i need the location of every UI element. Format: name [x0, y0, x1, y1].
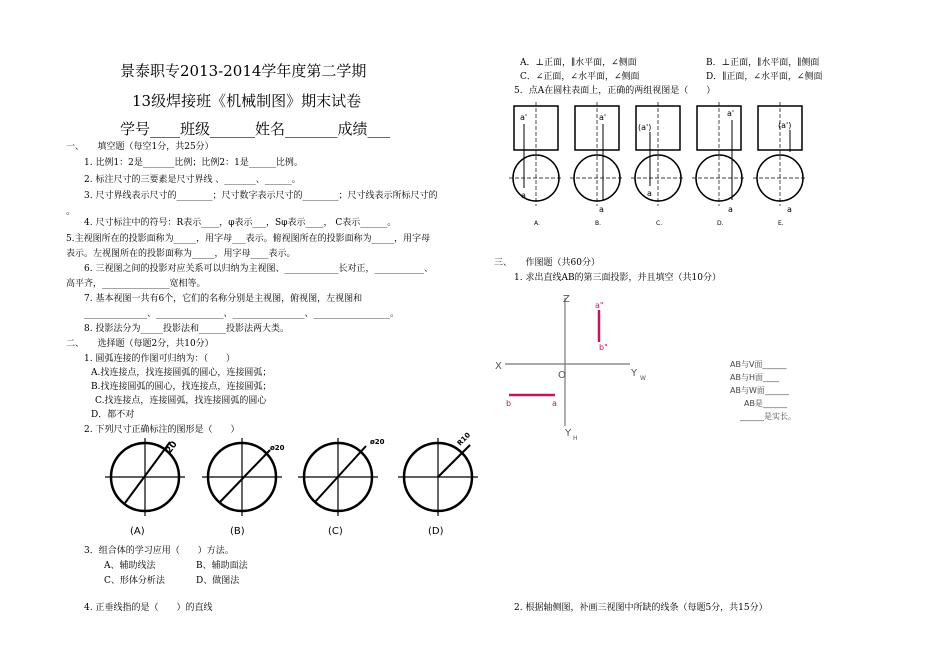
q5-bottom-label-d: a [728, 205, 733, 214]
axis-label-yw-sub: W [640, 375, 646, 382]
fill-item-4: 4. 尺寸标注中的符号：R表示____，φ表示___，Sφ表示____， C表示______。 [84, 218, 397, 228]
section1-title: 一、 填空题（每空1分，共25分） [66, 142, 214, 152]
line-type: AB是______ [744, 399, 787, 408]
projection-axes-figure [495, 288, 695, 448]
axis-label-o: O [558, 370, 566, 381]
relation-v: AB与V面______ [730, 360, 787, 369]
choice-q3-option-c: C、形体分析法 [104, 576, 165, 586]
axis-label-yh: Y [565, 428, 572, 439]
choice-q1-option-b: B.找连接圆弧的圆心，找连接点，连接圆弧； [91, 382, 272, 392]
exam-term-title: 景泰职专2013-2014学年度第二学期 [120, 62, 367, 80]
fill-item-7-cont: ______________、_______________、________________、_________________。 [84, 309, 400, 319]
choice-q3-option-d: D、做图法 [196, 576, 240, 586]
fill-item-5-cont: 表示。左视图所在的投影面称为_____，用字母____表示。 [66, 249, 296, 259]
q5-top-label-e: (a') [778, 121, 792, 130]
q5-bottom-label-e: a [787, 205, 792, 214]
section3-title: 三、 作图题（共60分） [494, 258, 600, 268]
section2-title: 二、 选择题（每题2分，共10分） [66, 339, 214, 349]
fill-item-8: 8. 投影法分为_____投影法和______投影法两大类。 [84, 324, 289, 334]
axis-label-x: X [495, 361, 502, 372]
fill-item-1: 1. 比例1：2是_______比例；比例2：1是______比例。 [84, 158, 303, 168]
dim-label-a: 20 [164, 439, 180, 456]
relation-h: AB与H面____ [730, 373, 779, 382]
fill-item-5: 5.主视图所在的投影面称为_____，用字母___表示。俯视图所在的投影面称为_____，用字母 [66, 234, 431, 244]
choice-q1-stem: 1. 圆弧连接的作图可归纳为：（ ） [84, 354, 235, 364]
dim-label-c: ø20 [370, 438, 385, 446]
choice-q3-option-a: A、辅助线法 [104, 561, 156, 571]
choice-q5-stem: 5．点A在圆柱表面上，正确的两组视图是（ ） [514, 86, 716, 96]
dim-label-d: R10 [455, 431, 473, 448]
point-a-double-prime: a" [595, 301, 604, 310]
drawing-q1-stem: 1. 求出直线AB的第三面投影，并且填空（共10分） [514, 273, 722, 283]
q4-option-a: A．⊥正面，∥水平面，∠侧面 [520, 58, 637, 68]
fill-item-3: 3. 尺寸界线表示尺寸的________；尺寸数字表示尺寸的________；尺寸线表示所标尺寸的 [84, 191, 438, 201]
q5-option-a: A. [534, 220, 540, 227]
relation-blanks [730, 358, 796, 423]
choice-q4-stem: 4. 正垂线指的是（ ）的直线 [84, 603, 213, 613]
relation-w: AB与W面______ [730, 386, 789, 395]
fill-item-3-end: 。 [66, 207, 76, 217]
fill-item-6-cont: 高平齐，_______________宽相等。 [66, 279, 206, 289]
q5-bottom-label-b: a [599, 205, 604, 214]
fill-item-6: 6. 三视图之间的投影对应关系可以归纳为主视图、____________长对正，___________、 [84, 264, 433, 274]
fill-item-7: 7. 基本视图一共有6个，它们的名称分别是主视图，俯视图，左视图和 [84, 294, 363, 304]
q4-option-d: D．∥正面，∠水平面，∠侧面 [706, 72, 823, 82]
fill-item-2: 2. 标注尺寸的三要素是尺寸界线 、_______、______。 [84, 175, 301, 185]
fig-label-a: (A) [130, 526, 145, 537]
choice-q1-option-a: A.找连接点，找连接圆弧的圆心，连接圆弧； [91, 368, 272, 378]
point-b-double-prime: b" [599, 343, 608, 352]
choice-q3-stem: 3．组合体的学习应用（ ）方法。 [84, 546, 234, 556]
drawing-q2-stem: 2. 根据轴侧图，补画三视图中所缺的线条（每题5分，共15分） [514, 603, 768, 613]
dimension-figures [90, 431, 490, 540]
choice-q3-option-b: B、辅助面法 [196, 561, 248, 571]
q5-top-label-a: a' [520, 113, 528, 122]
cylinder-views-figure [508, 100, 848, 235]
q5-option-d: D. [717, 220, 724, 227]
choice-q1-option-d: D．都不对 [91, 410, 135, 420]
axis-label-z: Z [563, 294, 570, 305]
fig-label-b: (B) [230, 526, 245, 537]
choice-q2-stem: 2. 下列尺寸正确标注的图形是（ ） [84, 425, 240, 435]
q5-option-b: B. [595, 220, 602, 227]
true-length: ______是实长。 [740, 412, 796, 421]
axis-label-yh-sub: H [573, 435, 578, 442]
q5-top-label-b: a' [599, 113, 607, 122]
q4-option-c: C．∠正面，∠水平面，∠侧面 [520, 72, 640, 82]
q5-option-c: C. [656, 220, 663, 227]
q5-option-e: E. [778, 220, 784, 227]
dim-label-b: ø20 [270, 444, 285, 452]
q5-top-label-c: (a') [638, 123, 652, 132]
q5-top-label-d: a' [727, 109, 735, 118]
student-info-line: 学号____班级______姓名_______成绩___ [120, 120, 391, 138]
fig-label-d: (D) [428, 526, 444, 537]
point-b: b [506, 399, 512, 408]
q4-option-b: B．⊥正面，∥水平面，∥侧面 [706, 58, 820, 68]
q5-bottom-label-a: a [521, 191, 526, 200]
axis-label-yw: Y [631, 368, 638, 379]
point-a: a [552, 399, 557, 408]
q5-bottom-label-c: a [647, 189, 652, 198]
exam-title: 13级焊接班《机械制图》期末试卷 [132, 92, 362, 110]
fig-label-c: (C) [328, 526, 343, 537]
choice-q1-option-c: C.找连接点，连接圆弧，找连接圆弧的圆心 [95, 396, 267, 406]
